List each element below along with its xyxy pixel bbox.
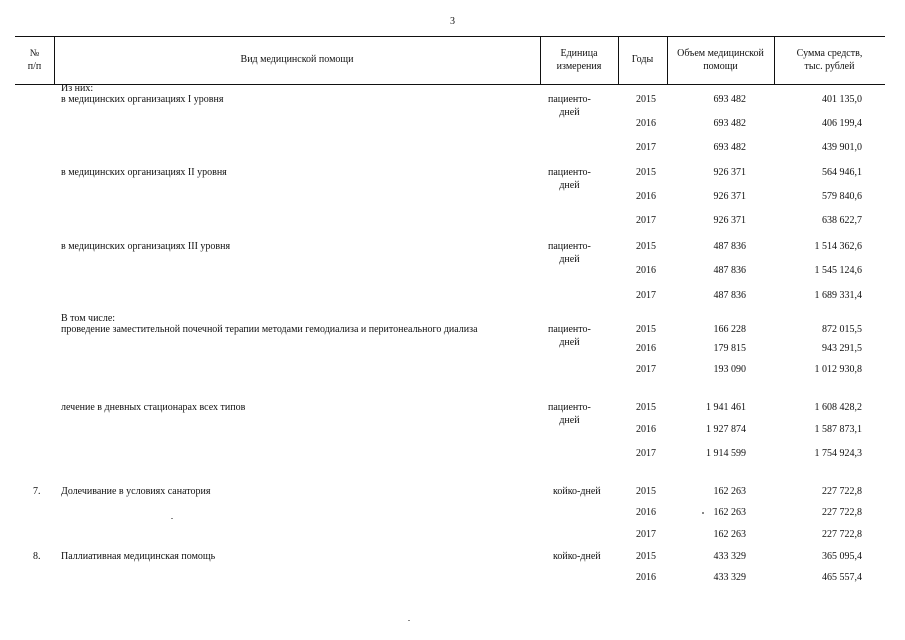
row-unit: пациенто- дней	[548, 241, 591, 265]
row-volume: 166 228	[713, 324, 746, 335]
scan-speck	[408, 620, 410, 621]
row-volume: 487 836	[713, 265, 746, 276]
scan-speck	[702, 512, 704, 514]
row-unit: пациенто- дней	[548, 94, 591, 118]
table-header	[15, 36, 885, 85]
header-volume: Объем медицинской помощи	[677, 48, 764, 72]
row-number: 7.	[33, 486, 41, 497]
row-year: 2016	[636, 507, 656, 518]
row-unit: пациенто- дней	[548, 402, 591, 426]
row-label: Долечивание в условиях санатория	[61, 486, 211, 497]
row-year: 2015	[636, 402, 656, 413]
row-volume: 433 329	[713, 551, 746, 562]
row-sum: 365 095,4	[822, 551, 862, 562]
row-year: 2015	[636, 94, 656, 105]
row-sum: 579 840,6	[822, 191, 862, 202]
header-years: Годы	[631, 54, 654, 66]
header-num: № п/п	[27, 48, 42, 72]
row-sum: 227 722,8	[822, 529, 862, 540]
row-year: 2016	[636, 118, 656, 129]
row-year: 2015	[636, 486, 656, 497]
header-type: Вид медицинской помощи	[240, 54, 354, 66]
row-volume: 193 090	[713, 364, 746, 375]
page-number: 3	[450, 16, 455, 27]
row-volume: 926 371	[713, 191, 746, 202]
row-sum: 564 946,1	[822, 167, 862, 178]
header-sum: Сумма средств, тыс. рублей	[796, 48, 863, 72]
row-sum: 1 689 331,4	[814, 290, 862, 301]
row-volume: 433 329	[713, 572, 746, 583]
row-year: 2015	[636, 241, 656, 252]
row-volume: 693 482	[713, 142, 746, 153]
row-volume: 693 482	[713, 94, 746, 105]
row-year: 2017	[636, 364, 656, 375]
row-year: 2016	[636, 343, 656, 354]
row-year: 2016	[636, 265, 656, 276]
section-caption: Из них:	[61, 83, 94, 94]
row-volume: 693 482	[713, 118, 746, 129]
row-unit: пациенто- дней	[548, 324, 591, 348]
row-volume: 1 941 461	[706, 402, 746, 413]
row-sum: 465 557,4	[822, 572, 862, 583]
row-sum: 1 545 124,6	[814, 265, 862, 276]
row-label: лечение в дневных стационарах всех типов	[61, 402, 246, 413]
row-volume: 926 371	[713, 167, 746, 178]
row-volume: 926 371	[713, 215, 746, 226]
row-sum: 1 587 873,1	[814, 424, 862, 435]
row-year: 2016	[636, 191, 656, 202]
row-year: 2017	[636, 215, 656, 226]
row-label: Паллиативная медицинская помощь	[61, 551, 216, 562]
row-volume: 487 836	[713, 290, 746, 301]
row-unit: койко-дней	[553, 486, 601, 497]
row-volume: 162 263	[713, 507, 746, 518]
row-sum: 638 622,7	[822, 215, 862, 226]
scan-speck	[171, 518, 173, 519]
row-year: 2017	[636, 448, 656, 459]
row-number: 8.	[33, 551, 41, 562]
row-volume: 487 836	[713, 241, 746, 252]
row-sum: 227 722,8	[822, 486, 862, 497]
row-label: в медицинских организациях II уровня	[61, 167, 227, 178]
row-sum: 872 015,5	[822, 324, 862, 335]
row-sum: 406 199,4	[822, 118, 862, 129]
row-sum: 439 901,0	[822, 142, 862, 153]
row-volume: 1 927 874	[706, 424, 746, 435]
row-sum: 1 012 930,8	[814, 364, 862, 375]
row-sum: 1 754 924,3	[814, 448, 862, 459]
header-unit: Единица измерения	[556, 48, 602, 72]
row-year: 2015	[636, 551, 656, 562]
row-volume: 162 263	[713, 486, 746, 497]
row-sum: 943 291,5	[822, 343, 862, 354]
row-unit: койко-дней	[553, 551, 601, 562]
row-sum: 401 135,0	[822, 94, 862, 105]
row-year: 2015	[636, 167, 656, 178]
row-unit: пациенто- дней	[548, 167, 591, 191]
row-year: 2017	[636, 142, 656, 153]
row-volume: 162 263	[713, 529, 746, 540]
row-volume: 179 815	[713, 343, 746, 354]
row-year: 2017	[636, 529, 656, 540]
row-sum: 227 722,8	[822, 507, 862, 518]
row-year: 2016	[636, 424, 656, 435]
row-year: 2016	[636, 572, 656, 583]
row-label: в медицинских организациях III уровня	[61, 241, 231, 252]
row-sum: 1 514 362,6	[814, 241, 862, 252]
row-year: 2017	[636, 290, 656, 301]
row-volume: 1 914 599	[706, 448, 746, 459]
section-caption: В том числе:	[61, 313, 116, 324]
row-label: проведение заместительной почечной терапии методами гемодиализа и перитонеального диализа	[61, 324, 478, 335]
row-year: 2015	[636, 324, 656, 335]
row-sum: 1 608 428,2	[814, 402, 862, 413]
row-label: в медицинских организациях I уровня	[61, 94, 224, 105]
